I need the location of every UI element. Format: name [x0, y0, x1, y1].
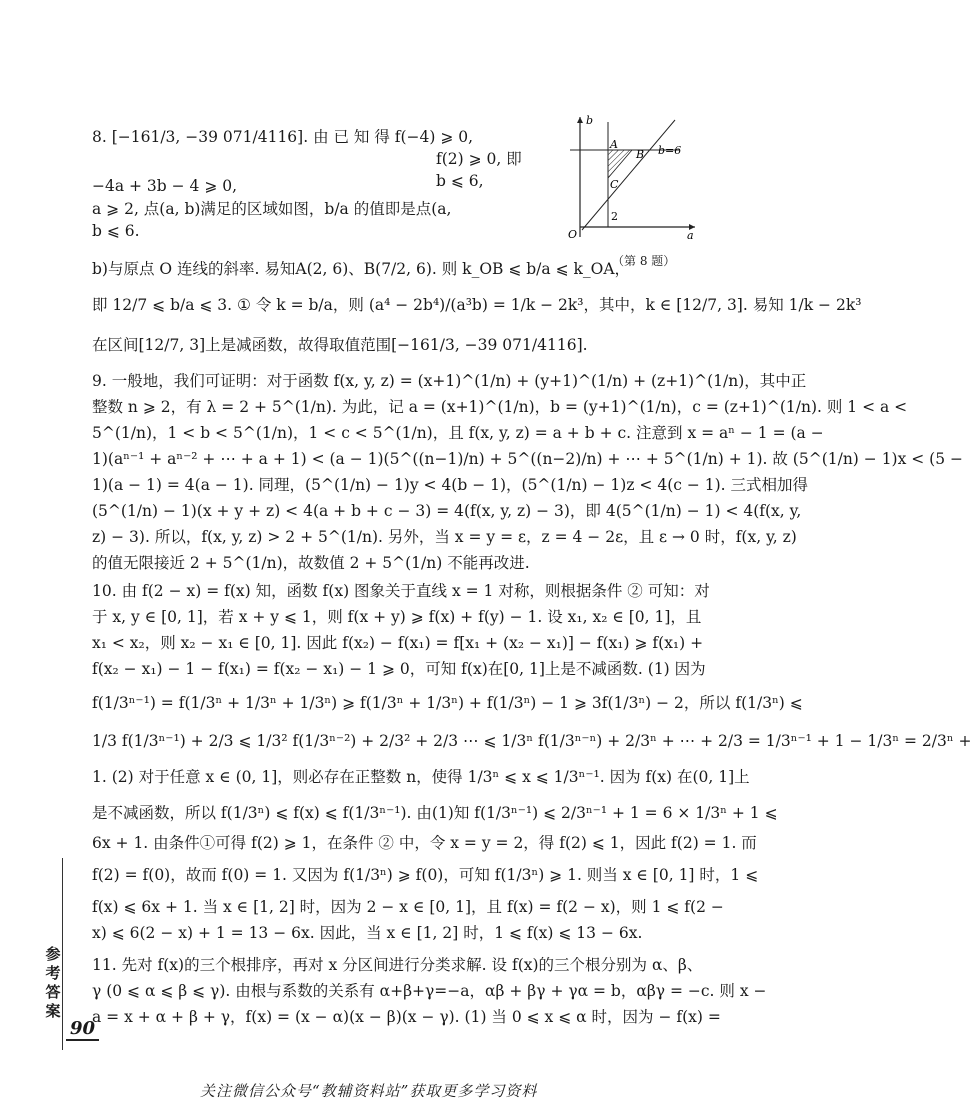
footer-note: 关注微信公众号“教辅资料站”获取更多学习资料: [200, 1082, 538, 1100]
region-figure: [560, 112, 700, 242]
region-diagram: [560, 112, 700, 242]
label-2: 2: [611, 210, 618, 223]
problem11-line: 11. 先对 f(x)的三个根排序，再对 x 分区间进行分类求解. 设 f(x)的三个根分别为 α、β、: [92, 956, 703, 974]
problem8-line: 即 12/7 ⩽ b/a ⩽ 3. ① 令 k = b/a，则 (a⁴ − 2b⁴)/(a³b) = 1/k − 2k³，其中，k ∈ [12/7, 3]. 易知 1/k − 2k³: [92, 296, 862, 314]
line-slope: [582, 120, 675, 230]
problem10-line: 1. (2) 对于任意 x ∈ (0, 1]，则必存在正整数 n，使得 1/3ⁿ ⩽ x ⩽ 1/3ⁿ⁻¹. 因为 f(x) 在(0, 1]上: [92, 768, 750, 786]
figure-caption: （第 8 题）: [612, 254, 676, 268]
label-B: B: [636, 148, 645, 161]
problem10-line: x) ⩽ 6(2 − x) + 1 = 13 − 6x. 因此，当 x ∈ [1, 2] 时，1 ⩽ f(x) ⩽ 13 − 6x.: [92, 924, 643, 942]
problem10-line: f(1/3ⁿ⁻¹) = f(1/3ⁿ + 1/3ⁿ + 1/3ⁿ) ⩾ f(1/3ⁿ + 1/3ⁿ) + f(1/3ⁿ) − 1 ⩾ 3f(1/3ⁿ) − 2，所以 f(1/3ⁿ) ⩽: [92, 694, 803, 712]
problem10-line: 1/3 f(1/3ⁿ⁻¹) + 2/3 ⩽ 1/3² f(1/3ⁿ⁻²) + 2/3² + 2/3 ⋯ ⩽ 1/3ⁿ f(1/3ⁿ⁻ⁿ) + 2/3ⁿ + ⋯ + 2/3 = 1/3ⁿ⁻¹ + 1 − 1/3ⁿ = 2/3ⁿ +: [92, 732, 971, 750]
problem8-line: b ⩽ 6,: [436, 172, 484, 190]
label-O: O: [568, 228, 578, 241]
problem9-line: 1)(aⁿ⁻¹ + aⁿ⁻² + ⋯ + a + 1) < (a − 1)(5^((n−1)/n) + 5^((n−2)/n) + ⋯ + 5^(1/n) + 1). 故 (5^(1/n) − 1)x < (5 −: [92, 450, 964, 468]
problem11-line: γ (0 ⩽ α ⩽ β ⩽ γ). 由根与系数的关系有 α+β+γ=−a，αβ + βγ + γα = b，αβγ = −c. 则 x −: [92, 982, 767, 1000]
problem9-line: 的值无限接近 2 + 5^(1/n)，故数值 2 + 5^(1/n) 不能再改进.: [92, 554, 530, 572]
problem8-line: a ⩾ 2, 点(a, b)满足的区域如图，b/a 的值即是点(a,: [92, 200, 452, 218]
problem8-line: 8. [−161/3, −39 071/4116]. 由 已 知 得 f(−4) ⩾ 0,: [92, 128, 474, 146]
b-axis-arrow-icon: [577, 117, 583, 123]
label-C: C: [610, 178, 619, 191]
problem10-line: 10. 由 f(2 − x) = f(x) 知，函数 f(x) 图象关于直线 x = 1 对称，则根据条件 ② 可知：对: [92, 582, 710, 600]
label-A: A: [610, 138, 618, 151]
problem10-line: f(x₂ − x₁) − 1 − f(x₁) = f(x₂ − x₁) − 1 ⩾ 0，可知 f(x)在[0, 1]上是不减函数. (1) 因为: [92, 660, 706, 678]
problem9-line: 整数 n ⩾ 2，有 λ = 2 + 5^(1/n). 为此，记 a = (x+1)^(1/n)，b = (y+1)^(1/n)，c = (z+1)^(1/n). 则 1 < a <: [92, 398, 908, 416]
problem10-line: 是不减函数，所以 f(1/3ⁿ) ⩽ f(x) ⩽ f(1/3ⁿ⁻¹). 由(1)知 f(1/3ⁿ⁻¹) ⩽ 2/3ⁿ⁻¹ + 1 = 6 × 1/3ⁿ + 1 ⩽: [92, 804, 778, 822]
label-b: b: [586, 114, 594, 127]
problem10-line: 于 x, y ∈ [0, 1]，若 x + y ⩽ 1，则 f(x + y) ⩾ f(x) + f(y) − 1. 设 x₁, x₂ ∈ [0, 1]，且: [92, 608, 702, 626]
sidebar-rule: [62, 858, 63, 1050]
problem9-line: 5^(1/n)，1 < b < 5^(1/n)，1 < c < 5^(1/n)，且 f(x, y, z) = a + b + c. 注意到 x = aⁿ − 1 = (a −: [92, 424, 824, 442]
page-number: 90: [66, 1018, 99, 1041]
problem8-line: f(2) ⩾ 0, 即: [436, 150, 522, 168]
feasible-region: [608, 150, 632, 178]
problem11-line: a = x + α + β + γ，f(x) = (x − α)(x − β)(x − γ). (1) 当 0 ⩽ x ⩽ α 时，因为 − f(x) =: [92, 1008, 721, 1026]
problem8-line: −4a + 3b − 4 ⩾ 0,: [92, 177, 238, 195]
problem10-line: f(x) ⩽ 6x + 1. 当 x ∈ [1, 2] 时，因为 2 − x ∈ [0, 1]，且 f(x) = f(2 − x)，则 1 ⩽ f(2 −: [92, 898, 724, 916]
problem9-line: 1)(a − 1) = 4(a − 1). 同理，(5^(1/n) − 1)y < 4(b − 1)，(5^(1/n) − 1)z < 4(c − 1). 三式相加得: [92, 476, 809, 494]
problem9-line: (5^(1/n) − 1)(x + y + z) < 4(a + b + c − 3) = 4(f(x, y, z) − 3)，即 4(5^(1/n) − 1) < 4(f(x, y,: [92, 502, 802, 520]
label-b6: b=6: [658, 144, 682, 157]
problem8-line: b)与原点 O 连线的斜率. 易知A(2, 6)、B(7/2, 6). 则 k_OB ⩽ b/a ⩽ k_OA，: [92, 260, 631, 278]
problem8-line: 在区间[12/7, 3]上是减函数，故得取值范围[−161/3, −39 071/4116].: [92, 336, 588, 354]
problem9-line: 9. 一般地，我们可证明：对于函数 f(x, y, z) = (x+1)^(1/n) + (y+1)^(1/n) + (z+1)^(1/n)，其中正: [92, 372, 807, 390]
label-a: a: [687, 229, 694, 242]
problem10-line: x₁ < x₂，则 x₂ − x₁ ∈ [0, 1]. 因此 f(x₂) − f(x₁) = f[x₁ + (x₂ − x₁)] − f(x₁) ⩾ f(x₁) +: [92, 634, 704, 652]
sidebar-label: 参考答案: [45, 945, 61, 1020]
problem9-line: z) − 3). 所以，f(x, y, z) > 2 + 5^(1/n). 另外，当 x = y = ε，z = 4 − 2ε，且 ε → 0 时，f(x, y, z): [92, 528, 797, 546]
problem10-line: f(2) = f(0)，故而 f(0) = 1. 又因为 f(1/3ⁿ) ⩾ f(0)，可知 f(1/3ⁿ) ⩾ 1. 则当 x ∈ [0, 1] 时，1 ⩽: [92, 866, 759, 884]
problem8-line: b ⩽ 6.: [92, 222, 140, 240]
problem10-line: 6x + 1. 由条件①可得 f(2) ⩾ 1，在条件 ② 中，令 x = y = 2，得 f(2) ⩽ 1，因此 f(2) = 1. 而: [92, 834, 757, 852]
